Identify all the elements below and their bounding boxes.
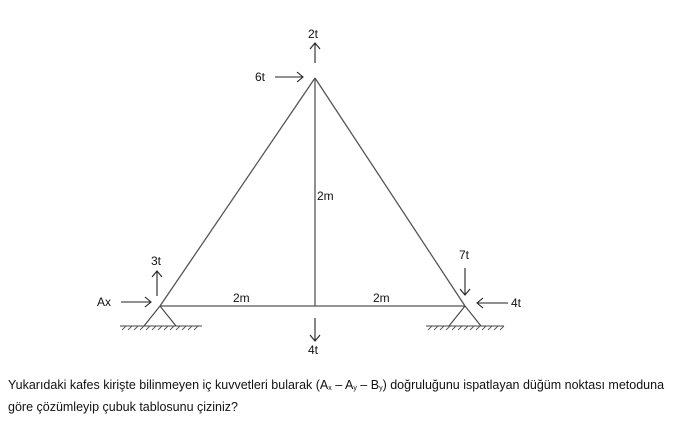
question-sub-x: x xyxy=(328,385,332,392)
member-left-diagonal xyxy=(160,78,315,306)
question-sub-y1: y xyxy=(353,385,357,392)
arrow-left-up xyxy=(152,271,162,296)
arrow-top-right xyxy=(275,72,303,82)
question-dash1: – A xyxy=(331,378,354,392)
left-pin-support xyxy=(120,306,202,330)
label-top-horizontal-load: 6t xyxy=(255,70,266,84)
label-right-horizontal-load: 4t xyxy=(511,296,522,310)
arrow-bottom-down xyxy=(310,318,320,341)
label-right-vertical-load: 7t xyxy=(459,248,470,262)
question-part1: Yukarıdaki kafes kirişte bilinmeyen iç kuvvetleri bularak (A xyxy=(8,378,329,392)
member-right-diagonal xyxy=(315,78,465,306)
label-right-span-dimension: 2m xyxy=(373,291,390,305)
question-sub-y2: y xyxy=(379,385,383,392)
question-text xyxy=(8,376,672,417)
arrow-left-right xyxy=(121,297,151,307)
label-top-vertical-load: 2t xyxy=(308,27,319,41)
question-part2: ) doğruluğunu ispatlayan düğüm noktası metoduna göre çözümleyip çubuk tablosunu çiziniz? xyxy=(8,378,665,414)
label-height-dimension: 2m xyxy=(317,189,334,203)
arrow-right-left xyxy=(477,298,508,308)
label-left-span-dimension: 2m xyxy=(233,291,250,305)
right-pin-support xyxy=(426,306,504,330)
label-left-vertical-load: 3t xyxy=(151,254,162,268)
truss-members xyxy=(160,78,465,306)
label-bottom-vertical-load: 4t xyxy=(308,343,319,357)
question-dash2: – B xyxy=(356,378,380,392)
label-left-reaction: Ax xyxy=(97,295,112,309)
arrow-right-down xyxy=(460,268,470,295)
arrow-top-up xyxy=(310,43,320,63)
